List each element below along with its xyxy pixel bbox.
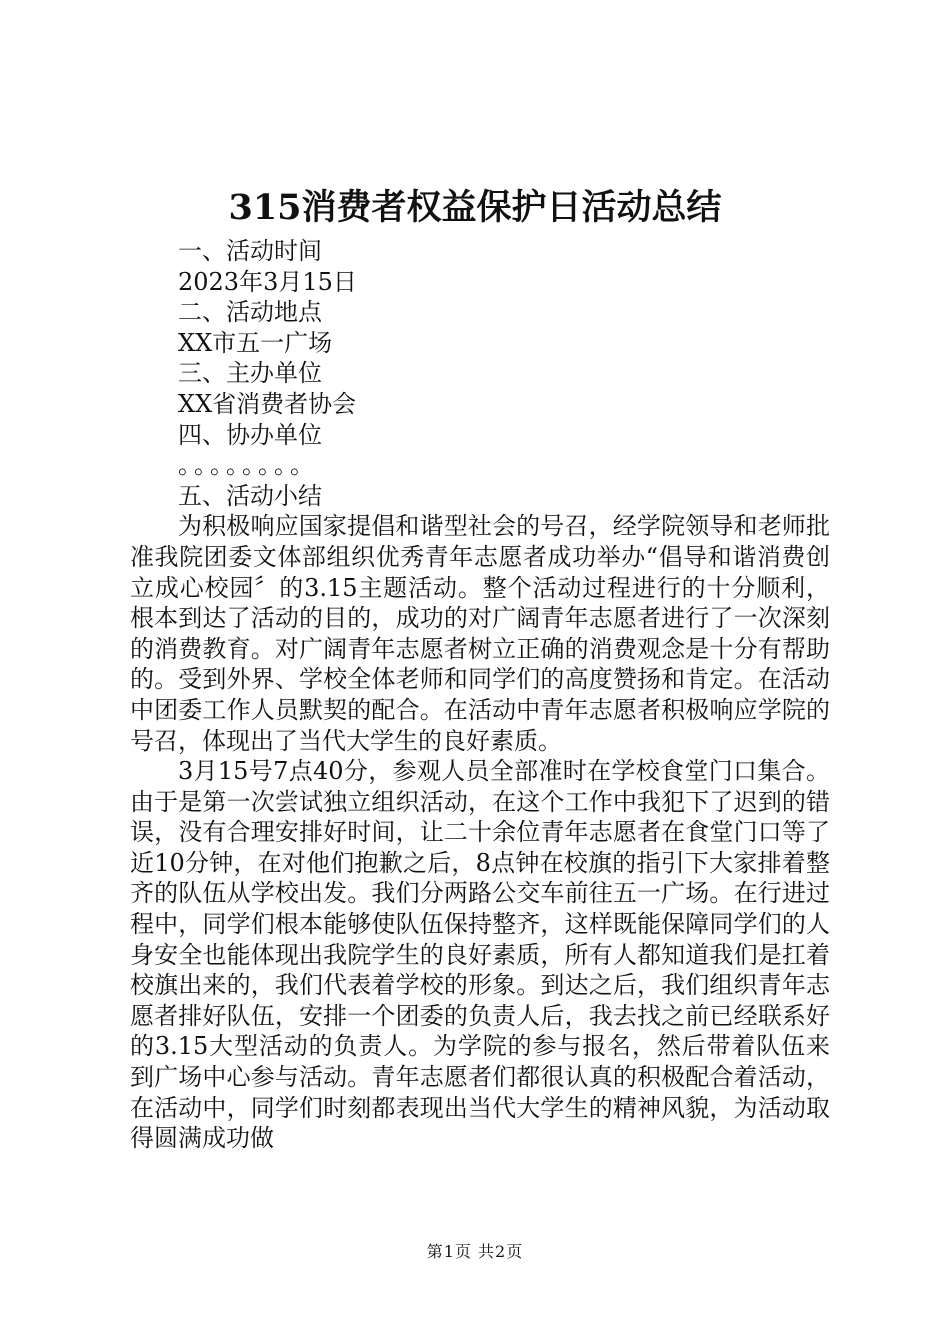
section-heading-host: 三、主办单位 (178, 359, 322, 388)
section-value-location: XX市五一广场 (178, 328, 333, 357)
section-heading-cohost: 四、协办单位 (178, 420, 322, 449)
document-title: 315消费者权益保护日活动总结 (228, 187, 722, 228)
section-value-host: XX省消费者协会 (178, 389, 357, 418)
section-heading-location: 二、活动地点 (178, 298, 322, 327)
section-heading-summary: 五、活动小结 (178, 481, 322, 510)
document-body (130, 236, 830, 1154)
section-heading-time: 一、活动时间 (178, 237, 322, 265)
section-value-cohost: 。。。。。。。。 (178, 451, 318, 480)
page-footer: 第1页 共2页 (426, 1242, 524, 1261)
summary-paragraph-1: 为积极响应国家提倡和谐型社会的号召，经学院领导和老师批准我院团委文体部组织优秀青年志愿者成功举办“倡导和谐消费创立成心校园〞的3.15主题活动。整个活动过程进行的十分顺利，根本到达了活动的目的，成功的对广阔青年志愿者进行了一次深刻的消费教育。对广阔青年志愿者树立正确的消费观念是十分有帮助的。受到外界、学校全体老师和同学们的高度赞扬和肯定。在活动中团委工作人员默契的配合。在活动中青年志愿者积极响应学院的号召，体现出了当代大学生的良好素质。 (130, 512, 830, 755)
summary-paragraph-2: 3月15号7点40分，参观人员全部准时在学校食堂门口集合。由于是第一次尝试独立组织活动，在这个工作中我犯下了迟到的错误，没有合理安排好时间，让二十余位青年志愿者在食堂门口等了近10分钟，在对他们抱歉之后，8点钟在校旗的指引下大家排着整齐的队伍从学校出发。我们分两路公交车前往五一广场。在行进过程中，同学们根本能够使队伍保持整齐，这样既能保障同学们的人身安全也能体现出我院学生的良好素质，所有人都知道我们是扛着校旗出来的，我们代表着学校的形象。到达之后，我们组织青年志愿者排好队伍，安排一个团委的负责人后，我去找之前已经联系好的3.15大型活动的负责人。为学院的参与报名，然后带着队伍来到广场中心参与活动。青年志愿者们都很认真的积极配合着活动，在活动中，同学们时刻都表现出当代大学生的精神风貌，为活动取得圆满成功做 (130, 757, 830, 1153)
section-value-time: 2023年3月15日 (178, 267, 357, 296)
